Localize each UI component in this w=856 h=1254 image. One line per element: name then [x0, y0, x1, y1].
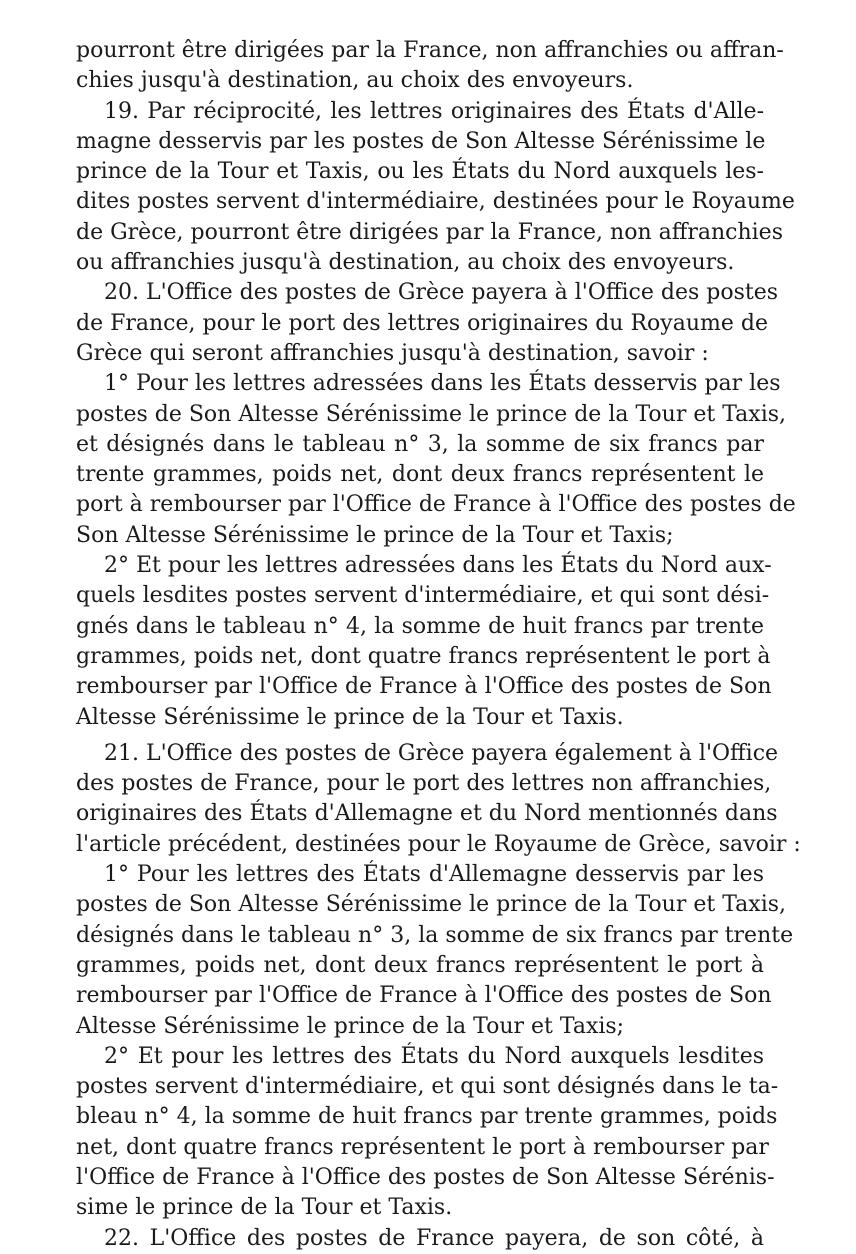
text-line: des postes de France, pour le port des lettres non affranchies,	[76, 771, 772, 797]
text-line: gnés dans le tableau n° 4, la somme de huit francs par trente	[76, 613, 764, 639]
text-line: quels lesdites postes servent d'intermédiaire, et qui sont dési-	[76, 583, 770, 609]
text-line: Altesse Sérénissime le prince de la Tour et Taxis.	[76, 704, 624, 730]
text-line: grammes, poids net, dont deux francs représentent le port à	[76, 952, 764, 978]
text-line: pourront être dirigées par la France, non affranchies ou affran-	[76, 38, 784, 63]
text-line: l'Office de France à l'Office des postes de Son Altesse Sérénis-	[76, 1164, 775, 1190]
text-line: magne desservis par les postes de Son Altesse Sérénissime le	[76, 128, 766, 154]
text-line: net, dont quatre francs représentent le port à rembourser par	[76, 1134, 769, 1160]
text-line: 21. L'Office des postes de Grèce payera également à l'Office	[104, 740, 779, 766]
article-21	[76, 739, 801, 860]
text-line: l'article précédent, destinées pour le Royaume de Grèce, savoir :	[76, 831, 801, 857]
text-line: rembourser par l'Office de France à l'Office des postes de Son	[76, 674, 772, 700]
article-20	[76, 278, 779, 369]
text-line: rembourser par l'Office de France à l'Office des postes de Son	[76, 983, 772, 1009]
document-page	[76, 36, 801, 1254]
article-21-item-2	[76, 1042, 779, 1224]
text-line: 1° Pour les lettres adressées dans les États desservis par les	[104, 371, 781, 397]
text-line: 22. L'Office des postes de France payera, de son côté, à	[104, 1225, 764, 1251]
article-22	[76, 1224, 764, 1254]
article-20-item-2	[76, 551, 772, 733]
text-line: trente grammes, poids net, dont deux francs représentent le	[76, 462, 764, 488]
text-line: 19. Par réciprocité, les lettres originaires des États d'Alle-	[104, 98, 764, 124]
text-line: ou affranchies jusqu'à destination, au choix des envoyeurs.	[76, 250, 735, 276]
text-line: dites postes servent d'intermédiaire, destinées pour le Royaume	[76, 189, 795, 215]
text-line: postes servent d'intermédiaire, et qui sont désignés dans le ta-	[76, 1074, 779, 1100]
text-line: port à rembourser par l'Office de France à l'Office des postes de	[76, 492, 796, 518]
text-line: postes de Son Altesse Sérénissime le prince de la Tour et Taxis,	[76, 892, 787, 918]
text-line: 1° Pour les lettres des États d'Allemagne desservis par les	[104, 862, 764, 888]
text-line: de Grèce, pourront être dirigées par la France, non affranchies	[76, 219, 783, 245]
text-line: chies jusqu'à destination, au choix des envoyeurs.	[76, 68, 634, 94]
text-line: de France, pour le port des lettres originaires du Royaume de	[76, 310, 768, 336]
text-line: grammes, poids net, dont quatre francs représentent le port à	[76, 643, 771, 669]
text-line: originaires des États d'Allemagne et du Nord mentionnés dans	[76, 801, 778, 827]
text-line: 20. L'Office des postes de Grèce payera à l'Office des postes	[104, 280, 779, 306]
paragraph-continuation	[76, 36, 784, 97]
article-20-item-1	[76, 369, 796, 551]
text-line: 2° Et pour les lettres des États du Nord auxquels lesdites	[104, 1043, 764, 1069]
text-line: 2° Et pour les lettres adressées dans les États du Nord aux-	[104, 553, 772, 579]
article-21-item-1	[76, 860, 794, 1042]
text-line: et désignés dans le tableau n° 3, la somme de six francs par	[76, 431, 764, 457]
text-line: Altesse Sérénissime le prince de la Tour et Taxis;	[76, 1013, 625, 1039]
text-line: Grèce qui seront affranchies jusqu'à destination, savoir :	[76, 340, 709, 366]
text-line: sime le prince de la Tour et Taxis.	[76, 1195, 453, 1221]
article-19	[76, 97, 795, 279]
text-line: prince de la Tour et Taxis, ou les États du Nord auxquels les-	[76, 159, 764, 185]
text-line: postes de Son Altesse Sérénissime le prince de la Tour et Taxis,	[76, 401, 787, 427]
text-line: Son Altesse Sérénissime le prince de la Tour et Taxis;	[76, 522, 674, 548]
text-line: désignés dans le tableau n° 3, la somme de six francs par trente	[76, 922, 794, 948]
text-line: bleau n° 4, la somme de huit francs par trente grammes, poids	[76, 1104, 778, 1130]
